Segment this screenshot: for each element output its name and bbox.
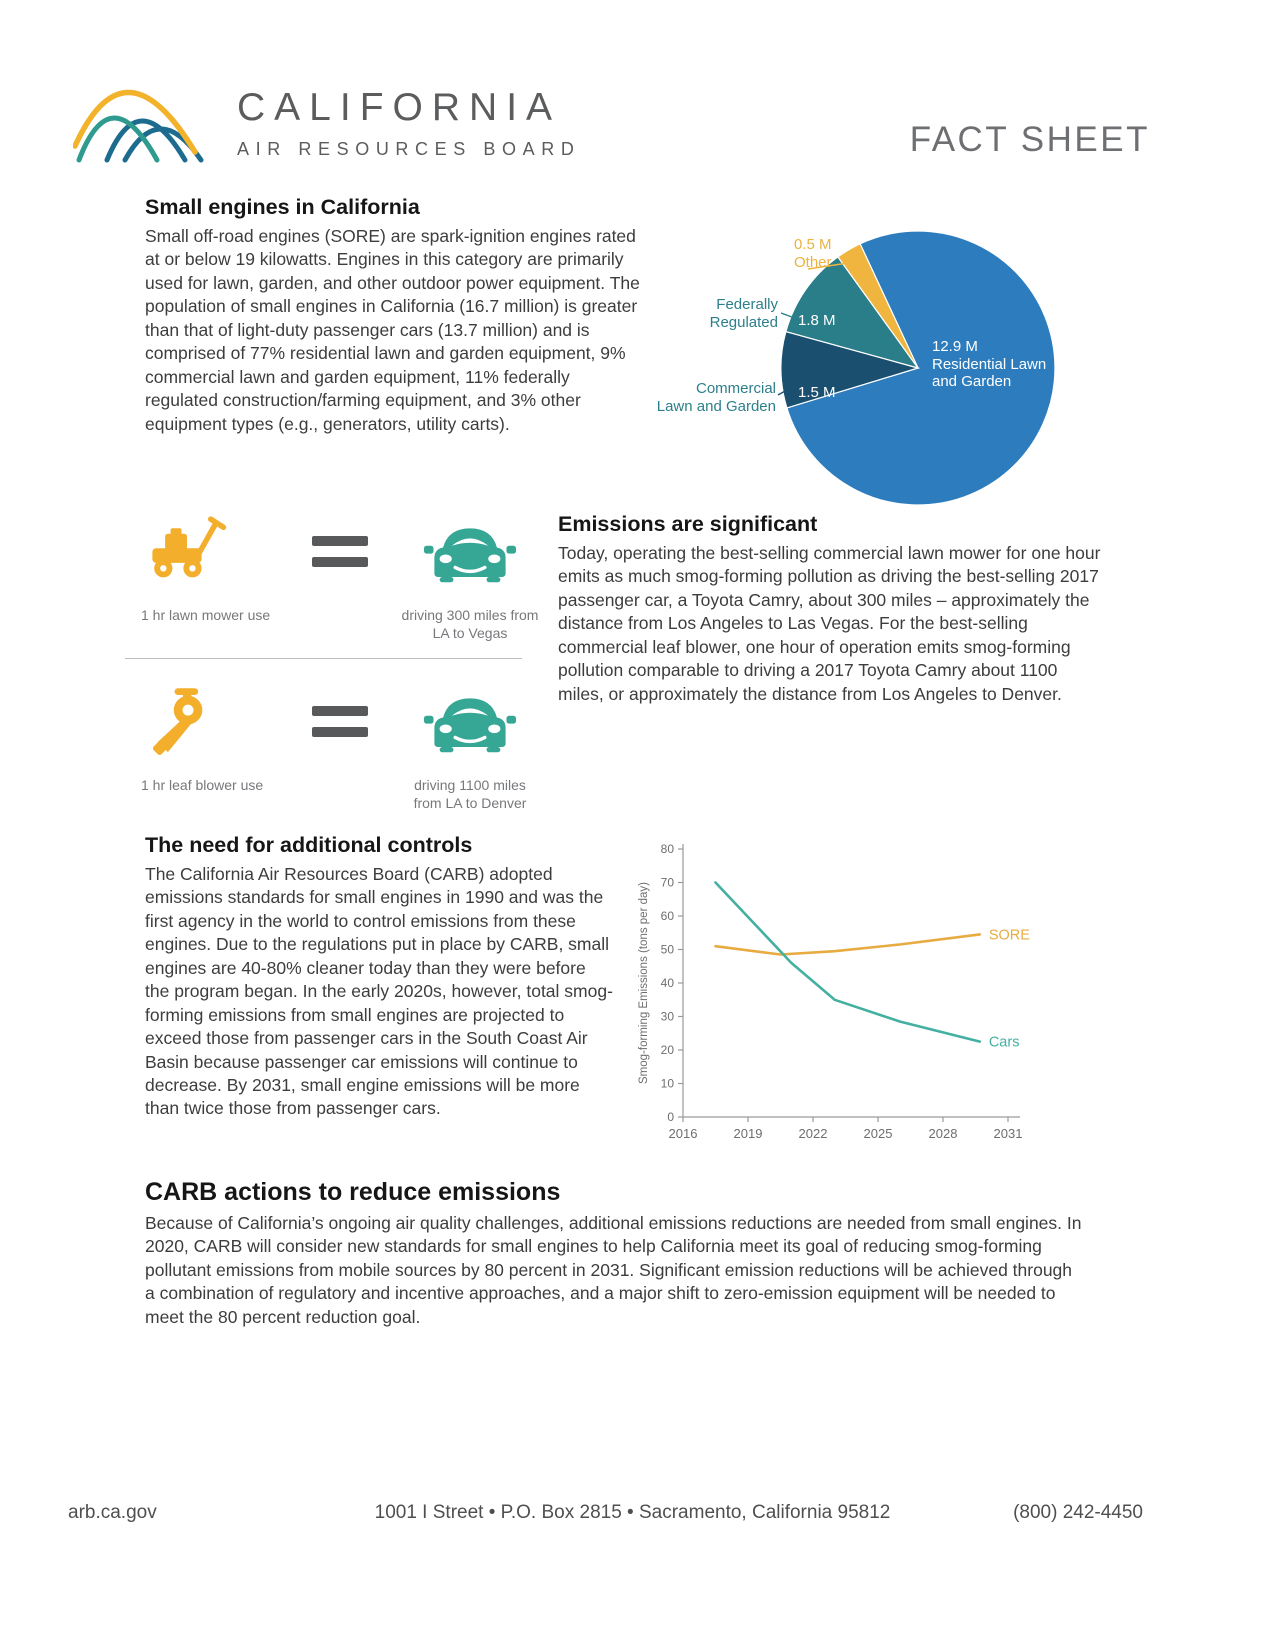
carb-logo-text [237, 86, 657, 160]
svg-text:40: 40 [660, 976, 674, 990]
controls-title: The need for additional controls [145, 833, 473, 857]
pie-value-commercial: 1.5 M [798, 384, 836, 401]
logo-title: CALIFORNIA [237, 86, 562, 129]
blower-caption: 1 hr leaf blower use [141, 777, 264, 793]
pie-label-residential [932, 338, 1064, 391]
svg-text:Cars: Cars [988, 1034, 1020, 1051]
blower-equivalent-caption: driving 1100 miles from LA to Denver [413, 777, 527, 811]
svg-text:50: 50 [660, 942, 674, 957]
emissions-title: Emissions are significant [558, 512, 818, 536]
svg-text:Smog-forming Emissions (tons p: Smog-forming Emissions (tons per day) [638, 882, 650, 1084]
mower-equivalent-caption: driving 300 miles from LA to Vegas [401, 607, 539, 641]
carb-logo-arcs-icon [73, 60, 231, 164]
car-icon [422, 518, 518, 584]
svg-text:70: 70 [660, 875, 674, 890]
pie-label-residential-text: Residential Lawn and Garden [932, 355, 1047, 391]
small-engines-body: Small off-road engines (SORE) are spark-ignition engines rated at or below 19 kilowatts. Engines in this category are primarily used for lawn, garden, and other outdoor power equipment. The population of small engines in California (16.7 million) is greater than that of light-duty passenger cars (13.7 million) and is comprised of 77% residential lawn and garden equipment, 9% commercial lawn and garden equipment, 11% federally regulated construction/farming equipment, and 3% other equipment types (e.g., generators, utility carts). [145, 226, 640, 434]
pie-value-residential: 12.9 M [932, 338, 978, 355]
footer-address: 1001 I Street • P.O. Box 2815 • Sacramento, California 95812 [374, 1502, 891, 1523]
line-chart-svg [635, 832, 1035, 1150]
equivalence-graphic [125, 503, 550, 812]
pie-label-other-text: Other [794, 253, 832, 271]
section-small-engines [145, 195, 642, 436]
footer-phone: (800) 242-4450 [1013, 1502, 1143, 1523]
leaf-blower-icon [141, 680, 225, 762]
svg-text:2025: 2025 [863, 1126, 893, 1141]
lawn-mower-icon [141, 510, 233, 592]
svg-text:60: 60 [660, 909, 674, 923]
svg-text:0: 0 [667, 1110, 674, 1124]
equals-icon [312, 536, 368, 567]
mower-caption: 1 hr lawn mower use [141, 607, 271, 623]
actions-body: Because of California’s ongoing air quality challenges, additional emissions reductions are needed from small engines. In 2020, CARB will consider new standards for small engines to help California meet its goal of reducing smog-forming pollutant emissions from mobile sources by 80 percent in 2031. Significant emission reductions will be achieved through a combination of regulatory and incentive approaches, and a major shift to zero-emission equipment will be needed to meet the 80 percent reduction goal. [145, 1213, 1082, 1327]
equals-icon [312, 706, 368, 737]
emissions-projection-line-chart [635, 832, 1035, 1150]
actions-title: CARB actions to reduce emissions [145, 1178, 561, 1206]
svg-text:10: 10 [660, 1076, 674, 1091]
svg-text:2031: 2031 [993, 1126, 1023, 1141]
section-actions [145, 1178, 1083, 1329]
equivalence-row-mower [125, 503, 550, 642]
logo-subtitle: AIR RESOURCES BOARD [237, 139, 581, 159]
footer-website: arb.ca.gov [68, 1502, 157, 1523]
svg-text:2019: 2019 [733, 1126, 763, 1141]
pie-value-other: 0.5 M [794, 236, 832, 253]
emissions-body: Today, operating the best-selling commercial lawn mower for one hour emits as much smog-forming pollution as driving the best-selling 2017 passenger car, a Toyota Camry, about 300 miles – approximately the distance from Los Angeles to Las Vegas. For the best-selling commercial leaf blower, one hour of operation emits smog-forming pollution comparable to driving a 2017 Toyota Camry about 1100 miles, or approximately the distance from Los Angeles to Denver. [558, 543, 1101, 704]
fact-sheet-label: FACT SHEET [909, 120, 1150, 159]
svg-text:2028: 2028 [928, 1126, 958, 1141]
car-icon [422, 688, 518, 754]
section-controls [145, 833, 613, 1121]
svg-text:30: 30 [660, 1009, 674, 1024]
controls-body: The California Air Resources Board (CARB) adopted emissions standards for small engines in 1990 and was the first agency in the world to control emissions from these engines. Due to the regulations put in place by CARB, small engines are 40-80% cleaner today than they were before the program began. In the early 2020s, however, total smog-forming emissions from small engines are projected to exceed those from passenger cars in the South Coast Air Basin because passenger car emissions will continue to decrease. By 2031, small engine emissions will be more than twice those from passenger cars. [145, 864, 613, 1119]
svg-text:20: 20 [660, 1043, 674, 1057]
svg-text:80: 80 [660, 842, 674, 856]
engine-population-pie-chart [648, 222, 1082, 522]
pie-label-other [794, 236, 854, 271]
pie-label-commercial: Commercial Lawn and Garden [656, 380, 776, 415]
equivalence-divider [125, 658, 522, 659]
pie-label-federally-regulated: Federally Regulated [709, 296, 778, 331]
small-engines-title: Small engines in California [145, 195, 420, 219]
svg-text:2016: 2016 [668, 1126, 698, 1141]
svg-text:SORE: SORE [988, 927, 1030, 944]
equivalence-row-blower [125, 673, 550, 812]
svg-text:2022: 2022 [798, 1126, 828, 1141]
section-emissions [558, 512, 1106, 706]
pie-value-federally-regulated: 1.8 M [798, 312, 836, 329]
